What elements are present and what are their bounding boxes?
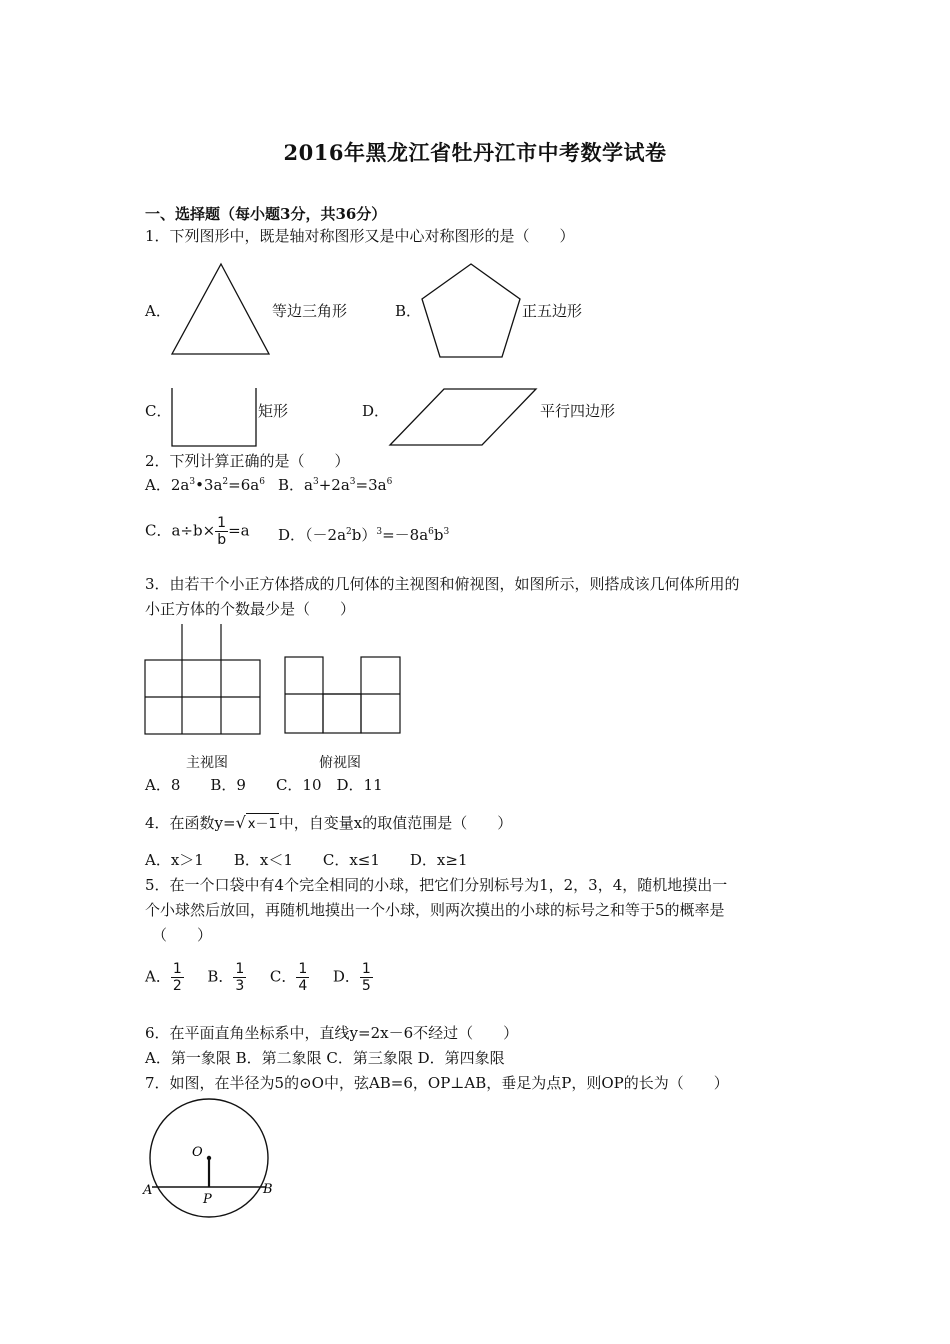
q1-option-b-label: B． [395,302,422,320]
q1-option-d-label: D． [362,402,390,420]
circle-chord-figure [140,1098,280,1222]
q2-stem: 2．下列计算正确的是（ ） [145,452,350,470]
label-a: A [143,1183,153,1198]
q2-option-a: A．$2a^3•3a^2=6a^6$ [145,476,265,494]
q1-option-d-text: 平行四边形 [540,402,616,420]
q3-stem-line2: 小正方体的个数最少是（ ） [145,600,356,618]
top-view-figure [284,655,404,737]
q7-stem: 7．如图，在半径为5的⊙O中，弦AB=6，OP⊥AB，垂足为点P，则OP的长为（ ） [145,1074,729,1092]
q5-options: A． $\frac{1}{2}$ B． $\frac{1}{3}$ C． $\frac{1}{4}$ D． $\frac{1}{5}$ [145,961,371,994]
q1-option-a-text: 等边三角形 [272,302,348,320]
q2-option-d: D．$(-2a^2b)^3=-8a^6b^3$ [278,526,450,544]
sqrt-radicand: x－1 [246,813,279,836]
q3-stem-line1: 3．由若干个小正方体搭成的几何体的主视图和俯视图，如图所示，则搭成该几何体所用的 [145,575,740,593]
label-b: B [263,1182,273,1197]
fraction: $\frac{1}{b}$ [217,515,227,548]
q4-stem: 4．在函数y=√ x－1 中，自变量x的取值范围是（ ） [145,812,512,836]
front-view-label: 主视图 [186,755,228,771]
top-view-label: 俯视图 [319,755,361,771]
q5-stem-line3: （ ） [152,926,213,944]
rectangle-figure [170,388,260,448]
q1-option-a-label: A． [145,302,171,320]
equilateral-triangle-figure [170,262,272,357]
label-o: O [192,1145,203,1160]
regular-pentagon-figure [420,262,522,360]
q5-stem-line1: 5．在一个口袋中有4个完全相同的小球，把它们分别标号为1，2，3，4，随机地摸出一 [145,876,728,894]
q6-options: A．第一象限 B．第二象限 C．第三象限 D．第四象限 [145,1049,505,1067]
q3-options: A．8 B．9 C．10 D．11 [145,776,383,794]
page-title: 2016年黑龙江省牡丹江市中考数学试卷 [283,140,667,165]
q6-stem: 6．在平面直角坐标系中，直线y=2x－6不经过（ ） [145,1024,519,1042]
q2-option-b: B．$a^3+2a^3=3a^6$ [278,476,393,494]
q5-stem-line2: 个小球然后放回，再随机地摸出一个小球，则两次摸出的小球的标号之和等于5的概率是 [145,901,725,919]
q1-option-b-text: 正五边形 [522,302,583,320]
front-view-figure [145,624,263,736]
q1-stem: 1．下列图形中，既是轴对称图形又是中心对称图形的是（ ） [145,227,575,245]
label-p: P [203,1192,212,1207]
q1-option-c-text: 矩形 [258,402,289,420]
parallelogram-figure [388,387,540,449]
q4-options: A．x＞1 B．x＜1 C．x≤1 D．x≥1 [145,851,468,869]
q2-option-c: C．a÷b× $\frac{1}{b}$ =a [145,515,250,548]
section-heading: 一、选择题（每小题3分，共36分） [145,205,387,223]
q1-option-c-label: C． [145,402,172,420]
